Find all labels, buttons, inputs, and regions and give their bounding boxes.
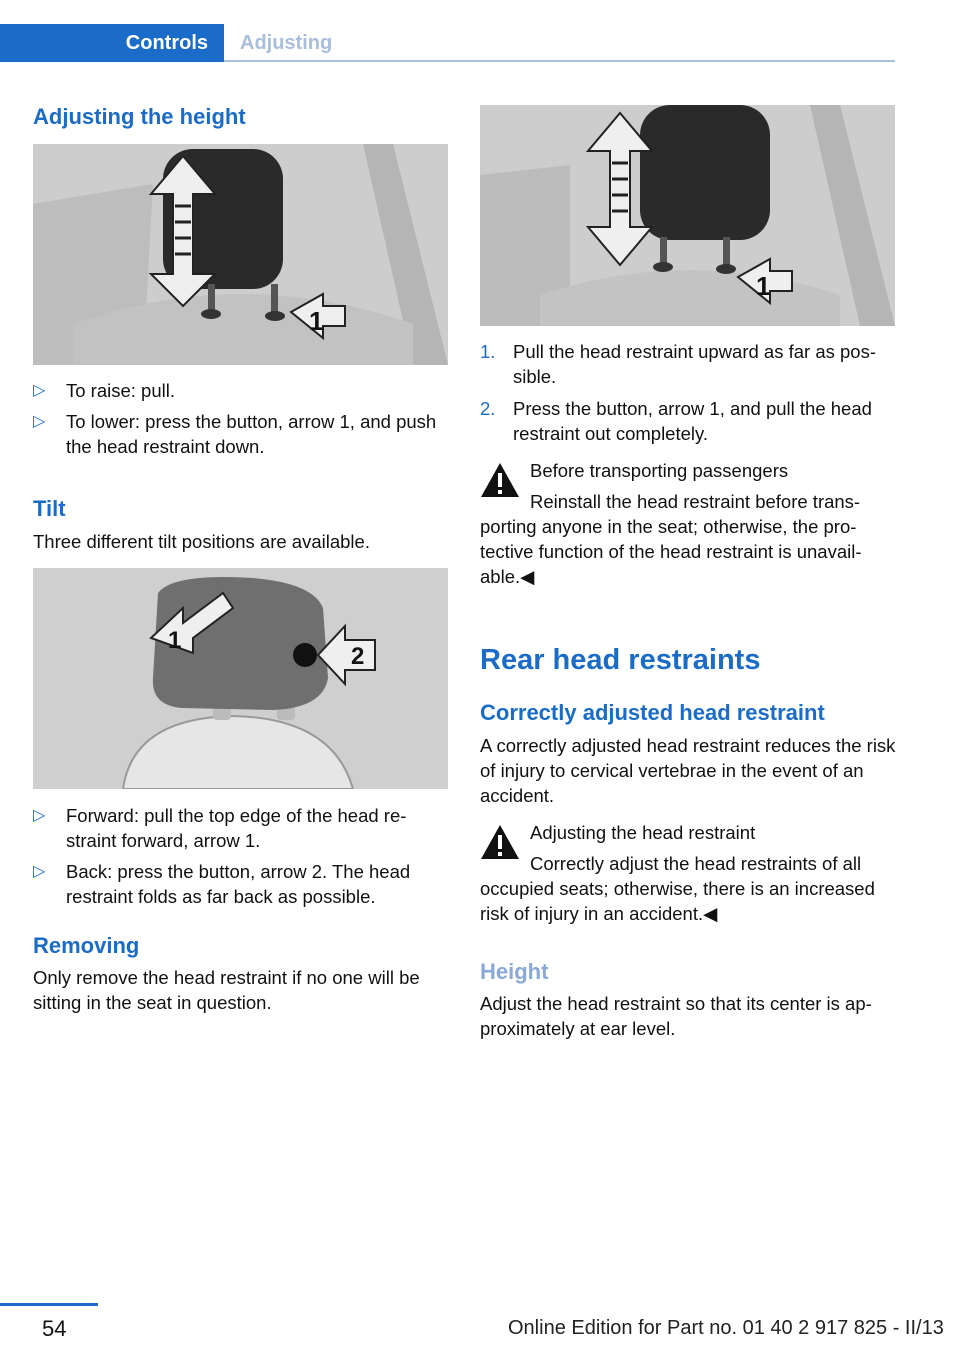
warning-body: Reinstall the head restraint before trans‐porting anyone in the seat; otherwise, the pro‐tective function of the head restraint is unavail‐able.◀ [480, 491, 862, 587]
bullet-text: To raise: pull. [66, 380, 175, 401]
removing-text: Only remove the head restraint if no one will be sitting in the seat in question. [33, 967, 420, 1013]
tilt-text: Three different tilt positions are available. [33, 531, 370, 552]
tab-adjusting[interactable]: Adjusting [240, 32, 333, 54]
step-text: Pull the head restraint upward as far as pos‐sible. [513, 341, 876, 387]
footer-rule [0, 1303, 98, 1306]
heading-removing: Removing [33, 933, 140, 958]
heading-rear-head-restraints: Rear head restraints [480, 644, 761, 676]
footer-edition: Online Edition for Part no. 01 40 2 917 825 - II/13 [508, 1317, 944, 1339]
warning-adjusting [480, 820, 896, 930]
bullet-text: Back: press the button, arrow 2. The head restraint folds as far back as possible. [66, 861, 411, 907]
height-text: Adjust the head restraint so that its center is ap‐proximately at ear level. [480, 993, 872, 1039]
figure-removal [480, 105, 895, 326]
fig3-callout: 1 [756, 271, 771, 301]
triangle-bullet-icon: ▷ [33, 807, 46, 824]
triangle-bullet-icon: ▷ [33, 863, 46, 880]
heading-adjusting-height: Adjusting the height [33, 104, 246, 129]
head-restraint-removal-illustration [480, 105, 895, 326]
tab-controls[interactable]: Controls [0, 24, 224, 62]
tab-underline [224, 60, 895, 62]
heading-correctly-adjusted: Correctly adjusted head restraint [480, 700, 825, 725]
bullet-text: Forward: pull the top edge of the head re‐straint forward, arrow 1. [66, 805, 407, 851]
figure-tilt [33, 568, 448, 789]
triangle-bullet-icon: ▷ [33, 413, 46, 430]
step-number: 1. [480, 341, 496, 362]
fig1-callout: 1 [309, 306, 324, 336]
triangle-bullet-icon: ▷ [33, 382, 46, 399]
warning-title: Before transporting passengers [530, 460, 789, 481]
head-restraint-height-illustration [33, 144, 448, 365]
figure-height-adjust [33, 144, 448, 365]
step-number: 2. [480, 398, 496, 419]
section-tabs [0, 24, 895, 62]
heading-tilt: Tilt [33, 496, 66, 521]
bullet-text: To lower: press the button, arrow 1, and push the head restraint down. [66, 411, 437, 457]
warning-title: Adjusting the head restraint [530, 822, 756, 843]
fig2-callout-2: 2 [351, 643, 365, 670]
correct-text: A correctly adjusted head restraint reduces the risk of injury to cervical vertebrae in the event of an accident. [480, 735, 896, 806]
warning-before-transporting [480, 458, 896, 603]
fig2-callout-1: 1 [168, 627, 182, 654]
step-text: Press the button, arrow 1, and pull the head restraint out completely. [513, 398, 872, 444]
page-number: 54 [42, 1316, 67, 1341]
head-restraint-tilt-illustration [33, 568, 448, 789]
warning-body: Correctly adjust the head restraints of all occupied seats; otherwise, there is an increased risk of injury in an accident.◀ [480, 853, 875, 924]
heading-height: Height [480, 959, 549, 984]
